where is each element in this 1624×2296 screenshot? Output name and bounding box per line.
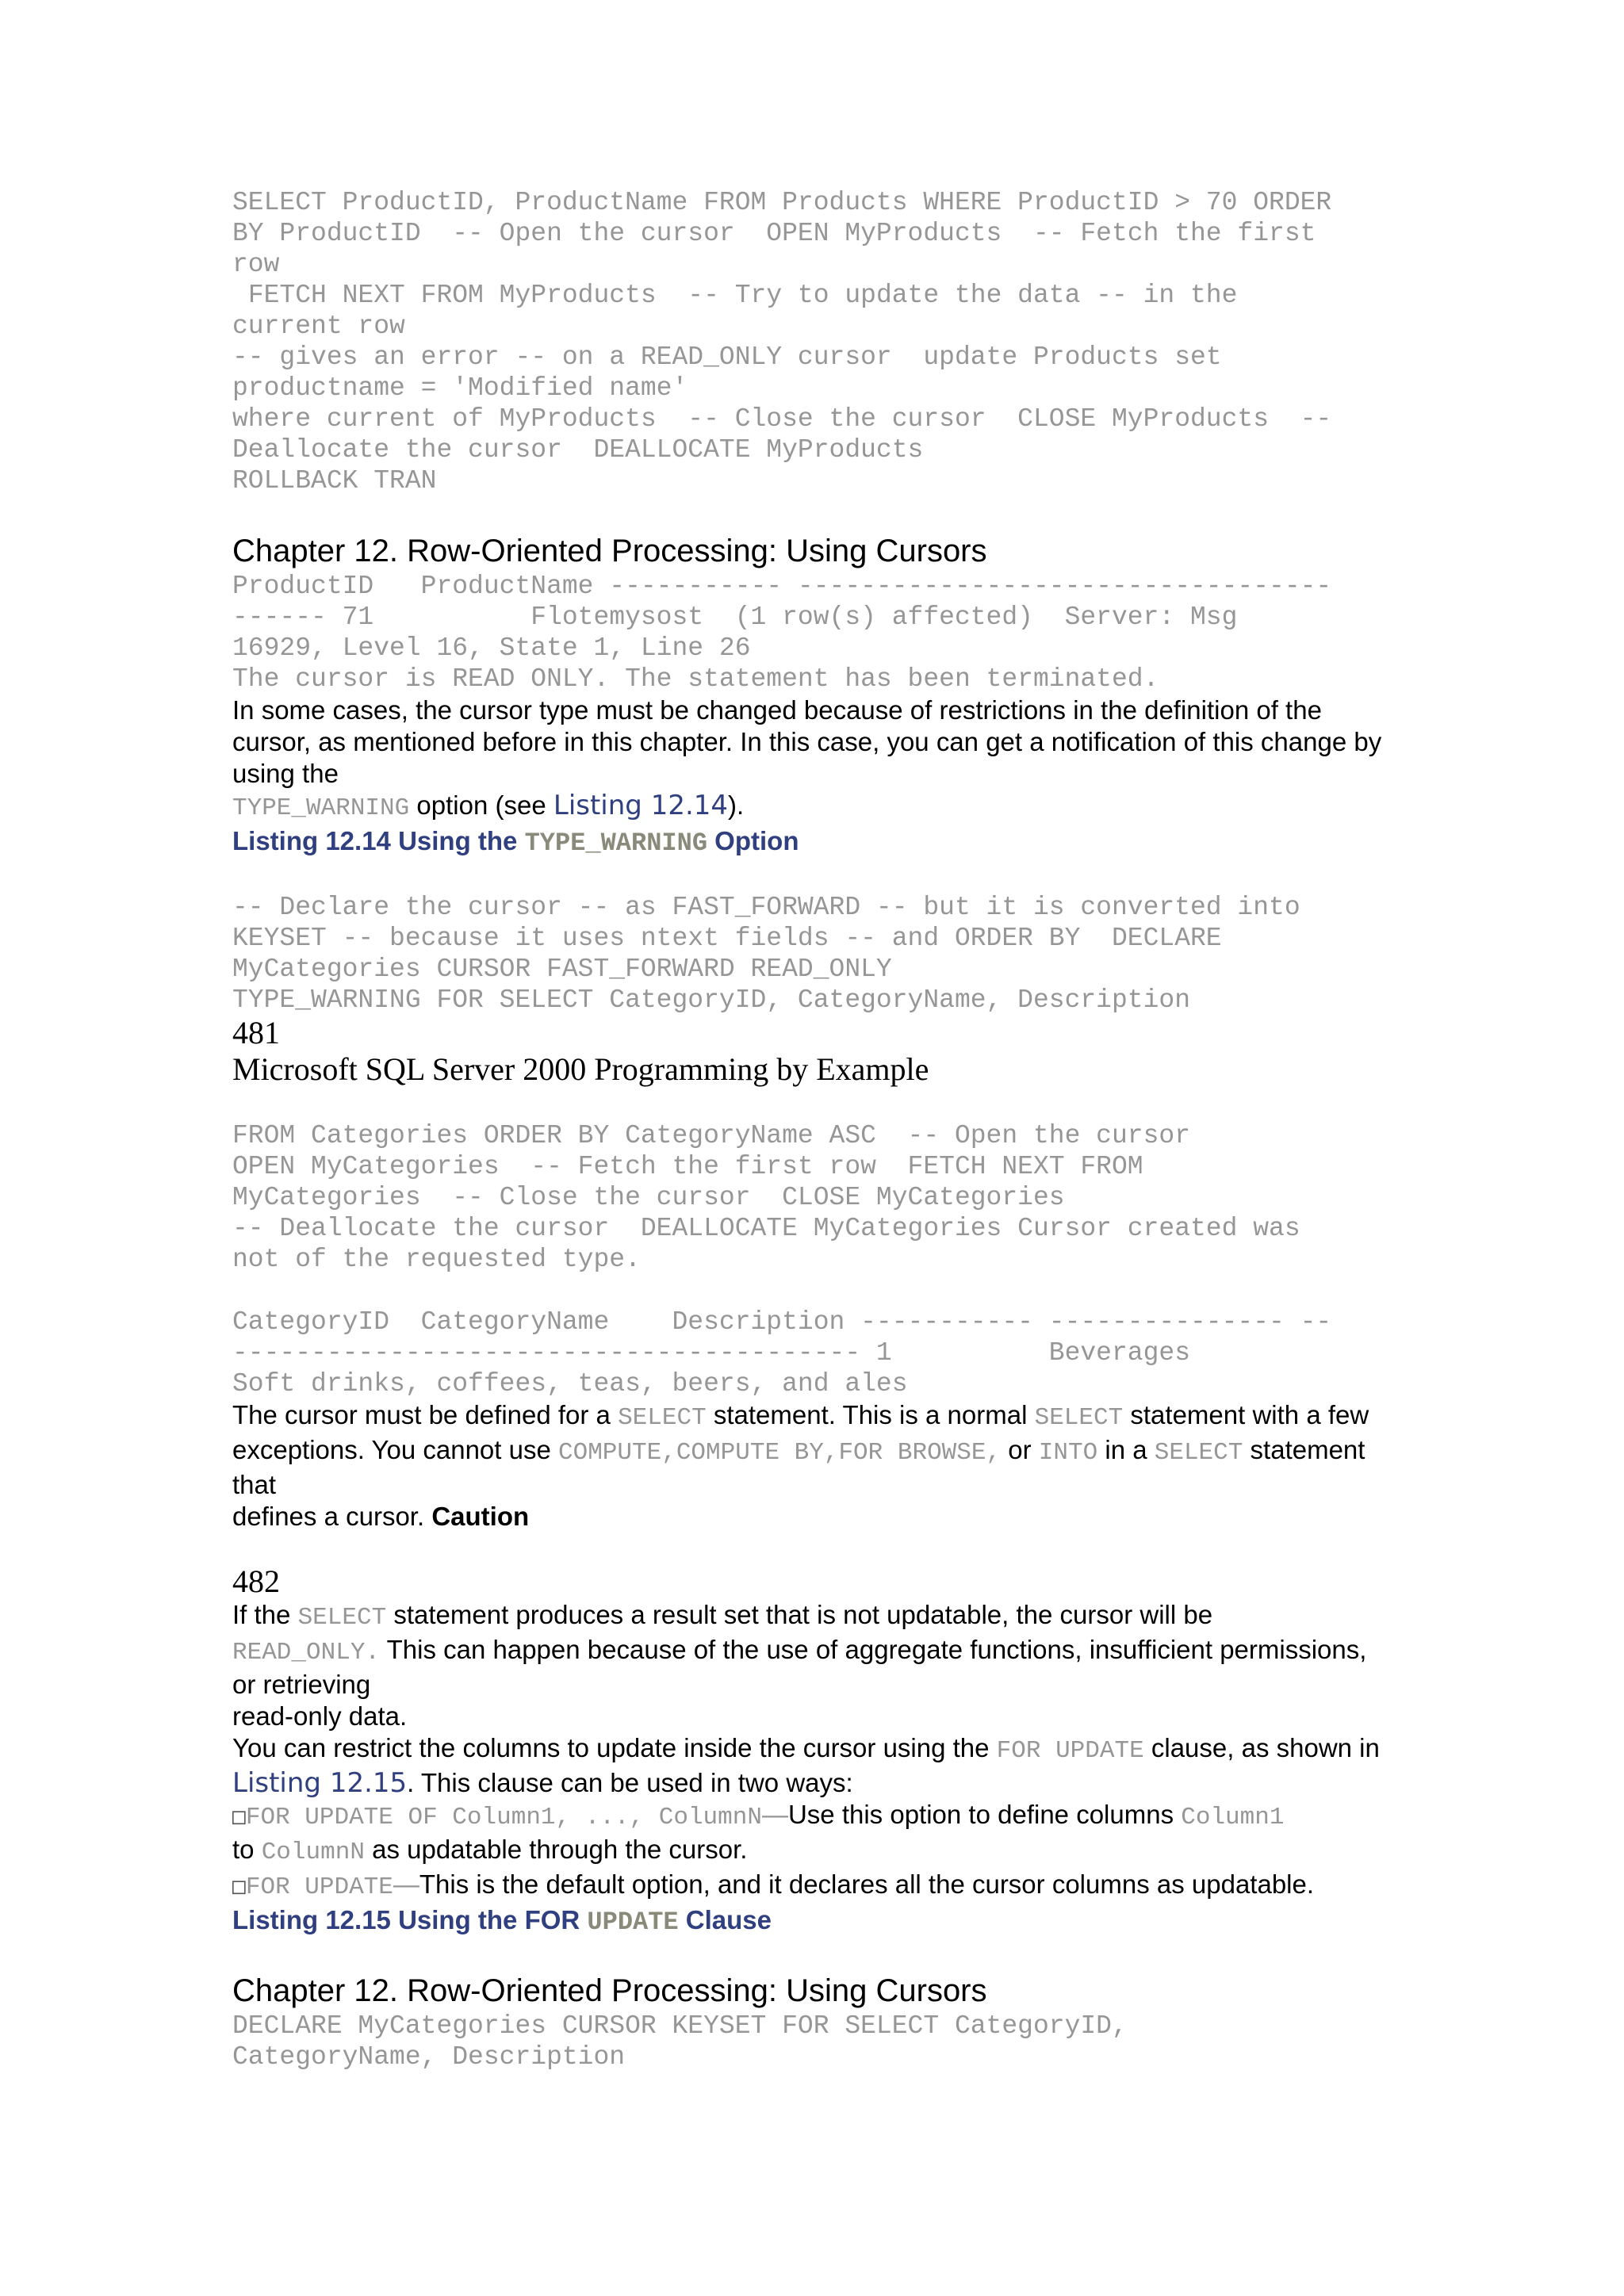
listing-caption-code: TYPE_WARNING — [524, 828, 708, 858]
text-run: The cursor must be defined for a — [232, 1400, 619, 1429]
paragraph-read-only-data: read-only data. — [232, 1701, 408, 1731]
text-run: or — [1001, 1435, 1039, 1464]
text-run: defines a cursor. — [232, 1502, 432, 1531]
listing-caption-suffix: Option — [707, 826, 799, 855]
text-run: Use this option to define columns — [787, 1800, 1182, 1829]
text-run: If the — [232, 1600, 298, 1629]
paragraph-not-updatable — [232, 1599, 1390, 1634]
chapter-heading: Chapter 12. Row-Oriented Processing: Using Cursors — [232, 1973, 987, 2008]
listing-caption-prefix: Listing 12.14 Using the — [232, 826, 525, 855]
inline-code: SELECT — [1034, 1404, 1124, 1432]
listing-caption-suffix: Clause — [678, 1905, 772, 1934]
em-dash: — — [393, 1869, 419, 1899]
paragraph-cursor-type: In some cases, the cursor type must be changed because of restrictions in the definition of the cursor, as mentioned before in this chapter. In this case, you can get a notification of this change by using the — [232, 695, 1382, 788]
text-run: ). — [728, 790, 745, 820]
paragraph-for-update — [232, 1732, 1390, 1799]
text-run: as updatable through the cursor. — [364, 1835, 748, 1864]
inline-code: FOR UPDATE — [245, 1873, 393, 1901]
bullet-item-for-update-of — [232, 1799, 1390, 1834]
paragraph-caution — [232, 1501, 1390, 1533]
code-block-cursor-update: SELECT ProductID, ProductName FROM Products WHERE ProductID > 70 ORDER BY ProductID -- Open the cursor OPEN MyProducts -- Fetch the first row FETCH NEXT FROM MyProducts -- Try to update the data -- in the current row -- gives an error -- on a READ_ONLY cursor update Products set productname = 'Modified name' where current of MyProducts -- Close the cursor CLOSE MyProducts -- Deallocate the cursor DEALLOCATE MyProducts ROLLBACK TRAN — [232, 188, 1332, 496]
text-run: You can restrict the columns to update inside the cursor using the — [232, 1733, 997, 1762]
listing-caption-code: UPDATE — [587, 1908, 679, 1937]
inline-code: Column1 — [1181, 1804, 1285, 1831]
code-block-error-output: ProductID ProductName ----------- ---------------------------------- ------ 71 Flotemysost (1 row(s) affected) Server: Msg 16929, Level 16, State 1, Line 26 The cursor is READ ONLY. The statement has been terminated. — [232, 572, 1332, 694]
code-block-open-fetch: FROM Categories ORDER BY CategoryName ASC -- Open the cursor OPEN MyCategories -- Fetch the first row FETCH NEXT FROM MyCategories -- Close the cursor CLOSE MyCategories -- Deallocate the cursor DEALLOCATE MyCategories Cursor created was not of the requested type. — [232, 1121, 1300, 1274]
listing-link[interactable]: Listing 12.15 — [232, 1767, 408, 1799]
book-title: Microsoft SQL Server 2000 Programming by Example — [232, 1051, 929, 1087]
inline-code: FOR UPDATE — [996, 1737, 1144, 1765]
inline-code: COMPUTE,COMPUTE BY,FOR BROWSE, — [558, 1439, 1002, 1467]
inline-code: INTO — [1038, 1439, 1098, 1467]
paragraph-type-warning — [232, 790, 1390, 825]
text-run: to — [232, 1835, 262, 1864]
inline-code: SELECT — [297, 1604, 387, 1632]
listing-caption-prefix: Listing 12.15 Using the FOR — [232, 1905, 588, 1934]
inline-code: SELECT — [1154, 1439, 1243, 1467]
code-block-category-output: CategoryID CategoryName Description ----------- --------------- -- ---------------------------------------- 1 Beverages Soft drinks, coffees, teas, beers, and ales — [232, 1307, 1332, 1399]
text-run: in a — [1097, 1435, 1155, 1464]
inline-code: SELECT — [618, 1404, 707, 1432]
code-block-declare-cursor: -- Declare the cursor -- as FAST_FORWARD -- but it is converted into KEYSET -- because it uses ntext fields -- and ORDER BY DECLARE MyCategories CURSOR FAST_FORWARD READ_ONLY TYPE_WARNING FOR SELECT CategoryID, CategoryName, Description — [232, 893, 1300, 1015]
inline-code: READ_ONLY. — [232, 1639, 381, 1667]
page-number: 481 — [232, 1015, 280, 1050]
em-dash: — — [761, 1800, 788, 1829]
text-run: statement produces a result set that is not updatable, the cursor will be — [386, 1600, 1213, 1629]
bullet-box-icon: □ — [232, 1803, 246, 1829]
bullet-box-icon: □ — [232, 1873, 246, 1899]
inline-code: TYPE_WARNING — [232, 794, 410, 822]
text-run: statement. This is a normal — [706, 1400, 1035, 1429]
inline-code: ColumnN — [261, 1839, 365, 1866]
page-number: 482 — [232, 1563, 280, 1599]
inline-code: FOR UPDATE OF Column1, ..., ColumnN — [245, 1804, 762, 1831]
code-block-declare-keyset: DECLARE MyCategories CURSOR KEYSET FOR SELECT CategoryID, CategoryName, Description — [232, 2011, 1128, 2072]
listing-link[interactable]: Listing 12.14 — [553, 790, 729, 821]
bullet-item-for-update — [232, 1869, 1390, 1904]
paragraph-select-restrictions — [232, 1399, 1390, 1501]
text-run: statement with a few exceptions. You cannot use — [232, 1400, 1369, 1464]
listing-caption — [232, 825, 1390, 860]
text-run: This is the default option, and it declares all the cursor columns as updatable. — [419, 1869, 1315, 1899]
document-page — [232, 187, 1390, 2072]
text-run: option (see — [409, 790, 553, 820]
text-run: This can happen because of the use of aggregate functions, insufficient permissions, or retrieving — [232, 1635, 1367, 1699]
chapter-heading: Chapter 12. Row-Oriented Processing: Using Cursors — [232, 534, 987, 568]
paragraph-read-only — [232, 1634, 1390, 1701]
text-run: . This clause can be used in two ways: — [407, 1768, 853, 1797]
listing-caption — [232, 1904, 1390, 1939]
text-run: clause, as shown in — [1143, 1733, 1380, 1762]
text-run: statement that — [232, 1435, 1365, 1499]
bullet-item-continuation — [232, 1834, 1390, 1869]
caution-label: Caution — [431, 1502, 530, 1531]
